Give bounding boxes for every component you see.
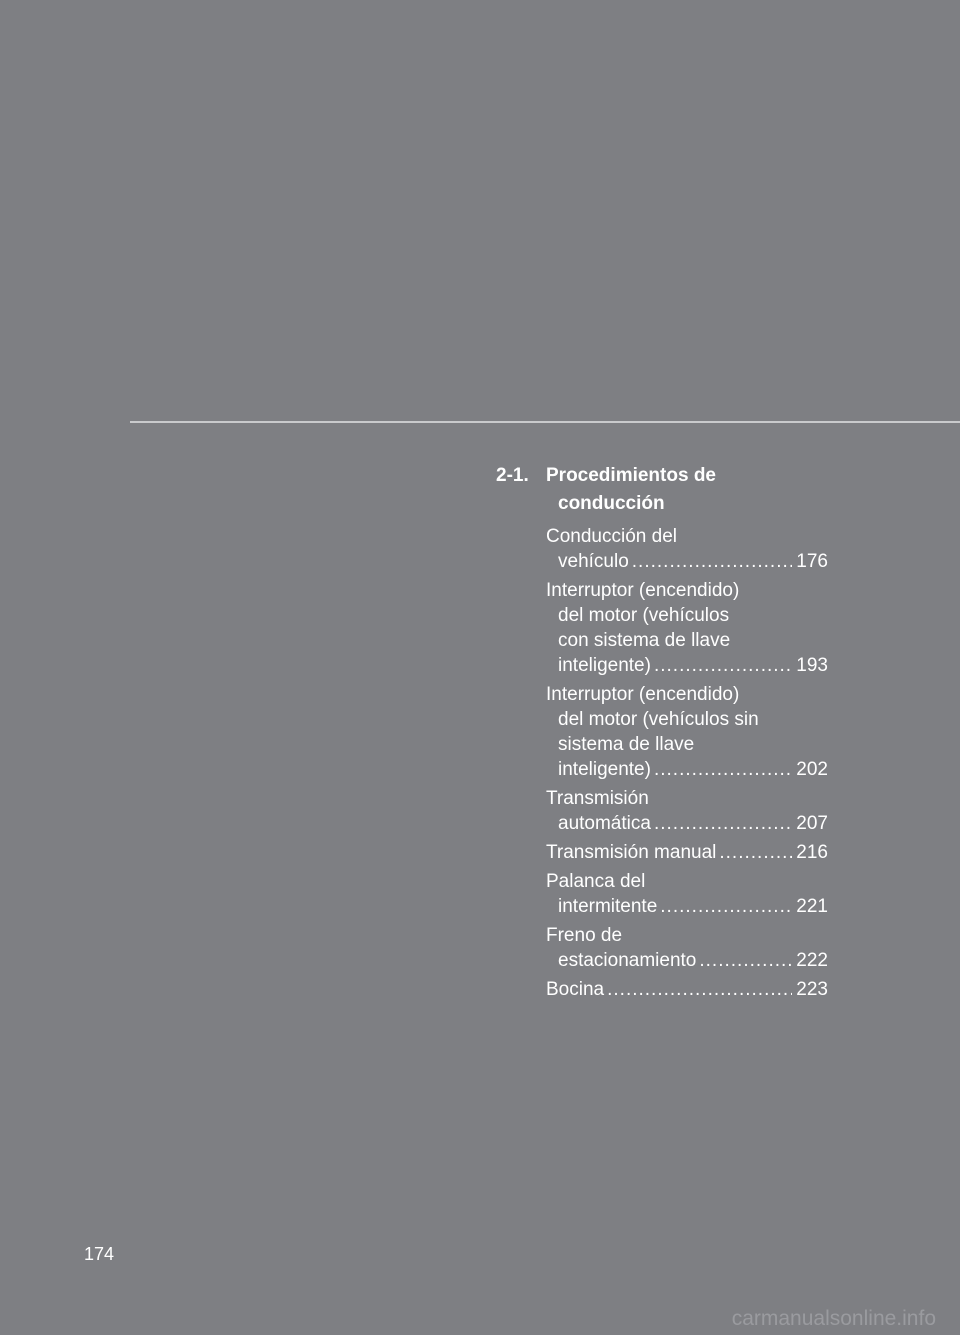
dot-leader (719, 840, 792, 865)
toc-entry-line: del motor (vehículos sin (558, 709, 759, 730)
dot-leader (654, 811, 792, 836)
toc-page-number: 176 (796, 551, 828, 572)
toc-entry[interactable] (546, 869, 828, 919)
section-title-line2: conducción (558, 493, 665, 514)
section-title (546, 462, 746, 518)
toc-page-number: 193 (796, 655, 828, 676)
toc-entry-text: vehículo (558, 551, 629, 572)
toc-entry-line: con sistema de llave (558, 630, 731, 651)
toc-entry[interactable] (546, 682, 828, 782)
toc-page-number: 207 (796, 813, 828, 834)
toc-entry-line: Freno de (546, 925, 623, 946)
toc-entry-line: Interruptor (encendido) (546, 684, 740, 705)
toc-entry-line: Palanca del (546, 871, 646, 892)
toc-entry-text: inteligente) (558, 655, 651, 676)
dot-leader (632, 549, 793, 574)
toc-entry-text: automática (558, 813, 651, 834)
page-number: 174 (84, 1244, 115, 1264)
toc-entry-line: sistema de llave (558, 734, 695, 755)
toc-page-number: 216 (796, 842, 828, 863)
dot-leader (607, 977, 792, 1002)
dot-leader (699, 948, 792, 973)
toc-entry[interactable] (546, 578, 828, 678)
dot-leader (654, 653, 792, 678)
table-of-contents (496, 462, 836, 1006)
toc-entries (546, 524, 836, 1002)
header-divider (130, 421, 960, 423)
toc-entry-text: estacionamiento (558, 950, 697, 971)
toc-entry-line: del motor (vehículos (558, 605, 730, 626)
section-title-line1: Procedimientos de (546, 465, 716, 486)
toc-entry-text: inteligente) (558, 759, 651, 780)
section-number: 2-1. (496, 465, 529, 486)
toc-page-number: 221 (796, 896, 828, 917)
toc-page-number: 223 (796, 979, 828, 1000)
section-heading (496, 462, 836, 518)
toc-entry-text: Transmisión manual (546, 842, 717, 863)
toc-entry-line: Conducción del (546, 526, 677, 547)
toc-entry[interactable] (546, 840, 828, 865)
toc-entry[interactable] (546, 977, 828, 1002)
dot-leader (660, 894, 792, 919)
toc-page-number: 202 (796, 759, 828, 780)
watermark: carmanualsonline.info (731, 1307, 936, 1330)
toc-entry[interactable] (546, 923, 828, 973)
toc-entry-text: Bocina (546, 979, 605, 1000)
toc-page-number: 222 (796, 950, 828, 971)
toc-entry-line: Transmisión (546, 788, 649, 809)
toc-entry-line: Interruptor (encendido) (546, 580, 740, 601)
toc-entry-text: intermitente (558, 896, 658, 917)
toc-entry[interactable] (546, 524, 828, 574)
toc-entry[interactable] (546, 786, 828, 836)
dot-leader (654, 757, 792, 782)
